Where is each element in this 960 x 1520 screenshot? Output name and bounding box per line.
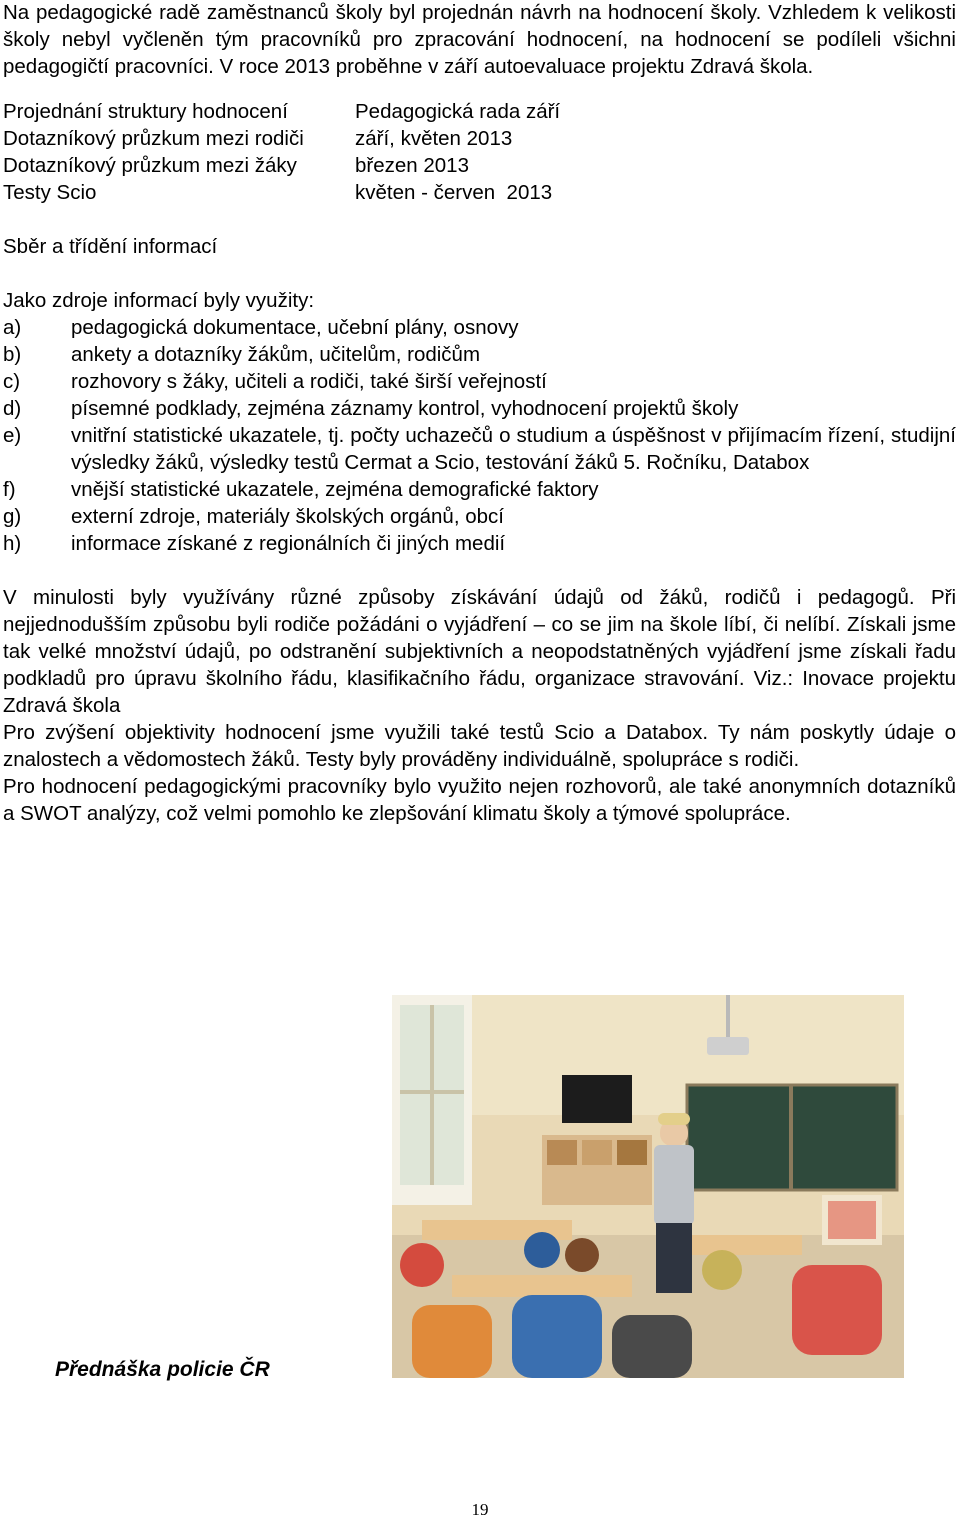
list-letter: b) [3, 343, 22, 366]
schedule-activity: Projednání struktury hodnocení [3, 100, 288, 123]
intro-paragraph: Na pedagogické radě zaměstnanců školy byl projednán návrh na hodnocení školy. Vzhledem k velikosti školy nebyl vyčleněn tým pracovníků pro zpracování hodnocení, na hodnocení se podíleli všichni pedagogičtí pracovníci. V roce 2013 proběhne v září autoevaluace projektu Zdravá škola. [3, 1, 956, 78]
list-text: rozhovory s žáky, učiteli a rodiči, také širší veřejností [71, 370, 547, 393]
methods-paragraph-1: V minulosti byly využívány různé způsoby získávání údajů od žáků, rodičů i pedagogů. Při nejjednodušším způsobu byli rodiče požádáni o vyjádření – co se jim na škole líbí, či nelíbí. Získali jsme tak velké množství údajů, po odstranění subjektivních a neopodstatněných vyjádření jsme získali řadu podkladů pro úpravu školního řádu, klasifikačního řádu, organizace stravování. Viz.: Inovace projektu Zdravá škola [3, 586, 956, 717]
schedule-when: květen - červen 2013 [355, 181, 553, 204]
list-item [3, 314, 956, 341]
list-letter: e) [3, 424, 22, 447]
classroom-photo [392, 995, 904, 1378]
list-item [3, 368, 956, 395]
list-text: písemné podklady, zejména záznamy kontrol, vyhodnocení projektů školy [71, 397, 739, 420]
schedule-row [3, 125, 560, 152]
schedule-row [3, 98, 560, 125]
list-item [3, 476, 956, 503]
list-letter: h) [3, 532, 22, 555]
sources-list [3, 314, 956, 557]
list-text: informace získané z regionálních či jiných medií [71, 532, 506, 555]
sources-intro: Jako zdroje informací byly využity: [3, 289, 315, 312]
schedule-when: Pedagogická rada září [355, 100, 561, 123]
schedule-activity: Dotazníkový průzkum mezi žáky [3, 154, 297, 177]
list-text: externí zdroje, materiály školských orgánů, obcí [71, 505, 504, 528]
list-letter: d) [3, 397, 22, 420]
list-item [3, 530, 956, 557]
list-item [3, 503, 956, 530]
section-heading: Sběr a třídění informací [3, 235, 218, 258]
list-letter: f) [3, 478, 16, 501]
list-letter: g) [3, 505, 22, 528]
evaluation-schedule [3, 98, 560, 206]
schedule-row [3, 179, 560, 206]
photo-caption: Přednáška policie ČR [55, 1358, 270, 1381]
page-number: 19 [471, 1500, 489, 1519]
list-text: vnitřní statistické ukazatele, tj. počty uchazečů o studium a úspěšnost v přijímacím řízení, studijní výsledky žáků, výsledky testů Cermat a Scio, testování žáků 5. Ročníku, Databox [71, 424, 956, 474]
list-letter: a) [3, 316, 22, 339]
methods-paragraph-2: Pro zvýšení objektivity hodnocení jsme využili také testů Scio a Databox. Ty nám poskytly údaje o znalostech a vědomostech žáků. Testy byly prováděny individuálně, spolupráce s rodiči. [3, 721, 956, 771]
schedule-when: září, květen 2013 [355, 127, 513, 150]
list-text: ankety a dotazníky žákům, učitelům, rodičům [71, 343, 481, 366]
list-letter: c) [3, 370, 21, 393]
methods-paragraph-3: Pro hodnocení pedagogickými pracovníky bylo využito nejen rozhovorů, ale také anonymních dotazníků a SWOT analýzy, což velmi pomohlo ke zlepšování klimatu školy a týmové spolupráce. [3, 775, 956, 825]
list-text: pedagogická dokumentace, učební plány, osnovy [71, 316, 519, 339]
schedule-row [3, 152, 560, 179]
list-item [3, 422, 956, 476]
document-page [3, 0, 956, 827]
schedule-when: březen 2013 [355, 154, 469, 177]
list-item [3, 395, 956, 422]
schedule-activity: Testy Scio [3, 181, 97, 204]
list-item [3, 341, 956, 368]
list-text: vnější statistické ukazatele, zejména demografické faktory [71, 478, 599, 501]
schedule-activity: Dotazníkový průzkum mezi rodiči [3, 127, 304, 150]
